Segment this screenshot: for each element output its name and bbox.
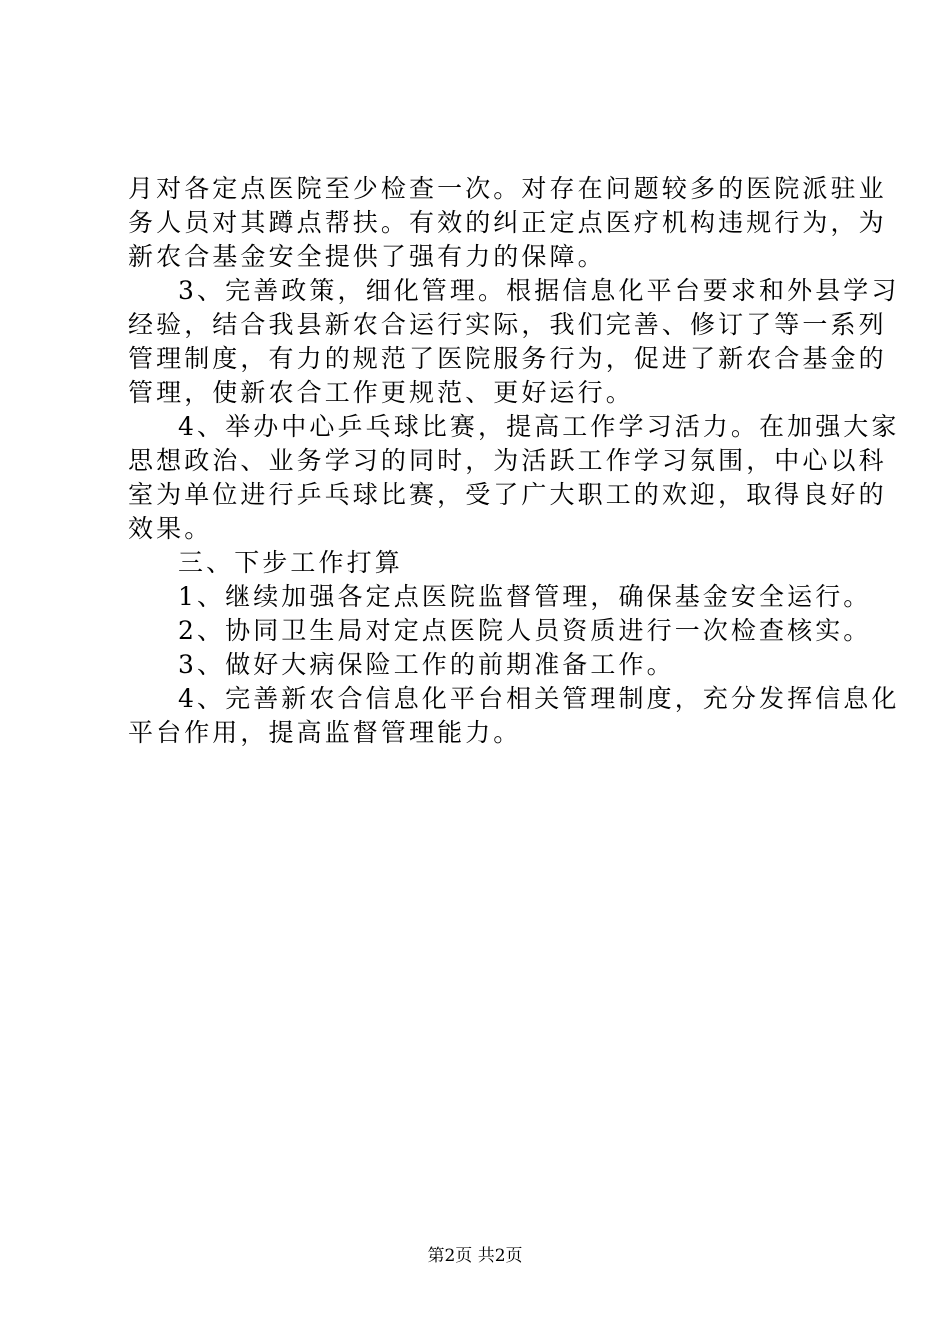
text-line: 经验，结合我县新农合运行实际，我们完善、修订了等一系列	[128, 310, 887, 339]
document-body	[128, 172, 900, 750]
text-line: 3、做好大病保险工作的前期准备工作。	[178, 650, 675, 679]
text-line: 室为单位进行乒乓球比赛，受了广大职工的欢迎，取得良好的	[128, 480, 887, 509]
text-line: 2、协同卫生局对定点医院人员资质进行一次检查核实。	[178, 616, 872, 645]
text-line: 新农合基金安全提供了强有力的保障。	[128, 242, 606, 271]
text-line: 务人员对其蹲点帮扶。有效的纠正定点医疗机构违规行为，为	[128, 208, 887, 237]
text-line: 平台作用，提高监督管理能力。	[128, 718, 522, 747]
text-line: 效果。	[128, 514, 213, 543]
text-line: 管理制度，有力的规范了医院服务行为，促进了新农合基金的	[128, 344, 887, 373]
text-line: 思想政治、业务学习的同时，为活跃工作学习氛围，中心以科	[128, 446, 887, 475]
page-footer: 第2页 共2页	[427, 1246, 523, 1266]
text-line: 管理，使新农合工作更规范、更好运行。	[128, 378, 634, 407]
text-line: 月对各定点医院至少检查一次。对存在问题较多的医院派驻业	[128, 174, 887, 203]
text-line: 4、举办中心乒乓球比赛，提高工作学习活力。在加强大家	[178, 412, 900, 441]
text-line: 1、继续加强各定点医院监督管理，确保基金安全运行。	[178, 582, 872, 611]
section-heading: 三、下步工作打算	[178, 548, 403, 577]
text-line: 4、完善新农合信息化平台相关管理制度，充分发挥信息化	[178, 684, 900, 713]
text-line: 3、完善政策，细化管理。根据信息化平台要求和外县学习	[178, 276, 900, 305]
